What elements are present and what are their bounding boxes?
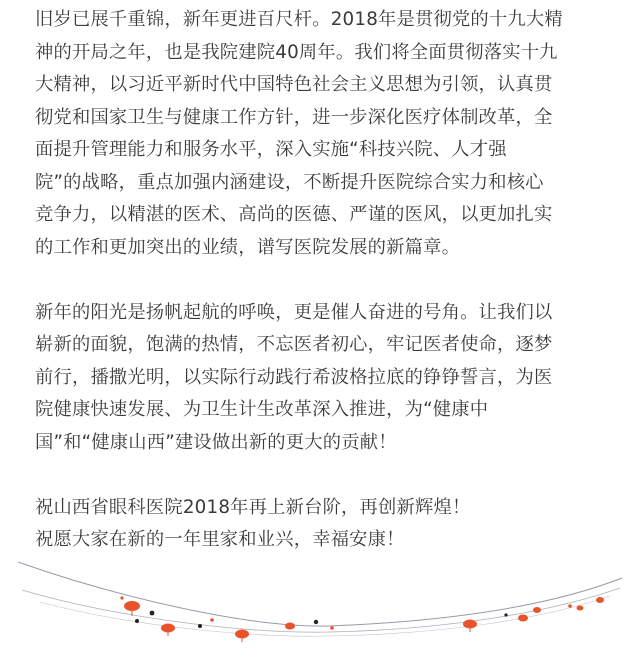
bead-icon xyxy=(135,619,139,623)
text-line: 大精神，以习近平新时代中国特色社会主义思想为引领，认真贯 xyxy=(35,74,553,95)
text-line: 彻党和国家卫生与健康工作方针，进一步深化医疗体制改革，全 xyxy=(35,106,553,128)
bead-icon xyxy=(120,596,123,599)
text-line: 面提升管理能力和服务水平，深入实施“科技兴院、人才强 xyxy=(35,139,507,160)
text-line: 前行，播撒光明，以实际行动践行希波格拉底的铮铮誓言，为医 xyxy=(35,366,553,388)
bead-icon xyxy=(330,626,334,630)
bead-icon xyxy=(504,613,507,616)
bead-icon xyxy=(568,604,572,608)
bead-icon xyxy=(198,624,202,628)
text-line: 竞争力，以精湛的医术、高尚的医德、严谨的医风，以更加扎实 xyxy=(35,204,553,225)
text-line: 崭新的面貌，饱满的热情，不忘医者初心，牢记医者使命，逐梦 xyxy=(35,334,553,355)
text-line: 院健康快速发展、为卫生计生改革深入推进，为“健康中 xyxy=(35,399,489,420)
garland-line xyxy=(22,588,620,632)
text-line: 祝山西省眼科医院2018年再上新台阶，再创新辉煌！ xyxy=(35,496,471,518)
lantern-icon xyxy=(285,623,295,630)
paragraph-spacer xyxy=(35,459,610,492)
bead-icon xyxy=(150,611,155,616)
text-line: 院”的战略，重点加强内涵建设，不断提升医院综合实力和核心 xyxy=(35,171,544,193)
paragraph-spacer xyxy=(35,264,610,297)
bead-icon xyxy=(314,620,318,624)
lantern-icon xyxy=(596,597,604,603)
bead-icon xyxy=(210,618,214,622)
text-line: 国”和“健康山西”建设做出新的更大的贡献！ xyxy=(35,431,397,453)
lantern-icon xyxy=(161,624,175,637)
lantern-icon xyxy=(577,606,584,611)
paragraph-wishes xyxy=(35,492,610,557)
paragraph-call-to-action xyxy=(35,297,610,460)
text-line: 神的开局之年，也是我院建院40周年。我们将全面贯彻落实十九 xyxy=(35,41,558,63)
text-line: 祝愿大家在新的一年里家和业兴，幸福安康！ xyxy=(35,529,405,550)
lantern-garland-decoration xyxy=(0,550,640,657)
lantern-icon xyxy=(235,630,249,643)
text-line: 旧岁已展千重锦，新年更进百尺杆。2018年是贯彻党的十九大精 xyxy=(35,9,563,30)
lantern-icon xyxy=(463,620,477,633)
text-line: 的工作和更加突出的业绩，谱写医院发展的新篇章。 xyxy=(35,236,461,258)
lantern-icon xyxy=(518,615,528,622)
paragraph-intro xyxy=(35,4,610,264)
article-body xyxy=(35,4,610,557)
text-line: 新年的阳光是扬帆起航的呼唤，更是催人奋进的号角。让我们以 xyxy=(35,301,553,323)
lantern-icon xyxy=(533,607,541,613)
